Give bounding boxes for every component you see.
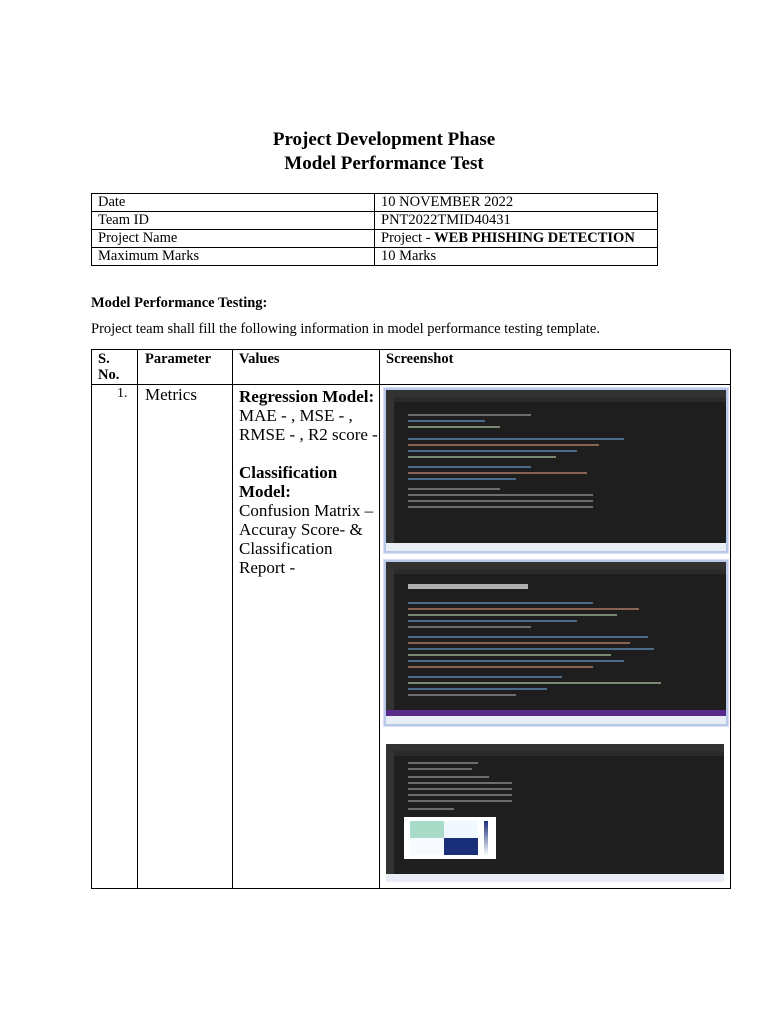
value-cell: 10 Marks <box>375 248 658 266</box>
header-parameter: Parameter <box>145 351 212 367</box>
regression-metrics: MAE - , MSE - , RMSE - , R2 score - <box>239 406 378 444</box>
column-divider <box>137 350 138 888</box>
header-sno: S. No. <box>98 351 120 383</box>
document-subtitle: Model Performance Test <box>284 153 484 174</box>
column-divider <box>379 350 380 888</box>
column-divider <box>232 350 233 888</box>
performance-table <box>91 349 731 889</box>
confusion-matrix-heatmap <box>404 817 496 859</box>
table-row <box>92 194 658 212</box>
values-cell <box>239 384 379 577</box>
regression-heading: Regression Model: <box>239 387 375 406</box>
table-row <box>92 230 658 248</box>
code-editor-screenshot <box>384 560 728 726</box>
label-cell: Team ID <box>92 212 375 230</box>
header-values: Values <box>239 351 280 367</box>
header-screenshot: Screenshot <box>386 351 454 367</box>
value-cell: PNT2022TMID40431 <box>375 212 658 230</box>
value-cell <box>375 230 658 248</box>
project-name-value: WEB PHISHING DETECTION <box>434 230 635 246</box>
accuracy-report-label: Accuray Score- & Classification Report - <box>239 520 363 577</box>
table-row <box>92 248 658 266</box>
code-editor-screenshot <box>384 388 728 553</box>
value-cell: 10 NOVEMBER 2022 <box>375 194 658 212</box>
project-info-table <box>91 193 658 266</box>
label-cell: Date <box>92 194 375 212</box>
confusion-matrix-label: Confusion Matrix – <box>239 501 374 520</box>
document-title: Project Development Phase <box>272 129 496 150</box>
classification-heading: Classification Model: <box>239 463 338 501</box>
label-cell: Maximum Marks <box>92 248 375 266</box>
row-number: 1. <box>117 386 128 401</box>
section-heading: Model Performance Testing: <box>91 295 268 311</box>
value-prefix: Project - <box>381 230 435 246</box>
confusion-matrix-screenshot <box>386 744 724 882</box>
table-row <box>92 212 658 230</box>
intro-text: Project team shall fill the following information in model performance testing template. <box>91 321 600 337</box>
label-cell: Project Name <box>92 230 375 248</box>
parameter-name: Metrics <box>145 385 197 404</box>
notebook-heading <box>408 584 528 589</box>
